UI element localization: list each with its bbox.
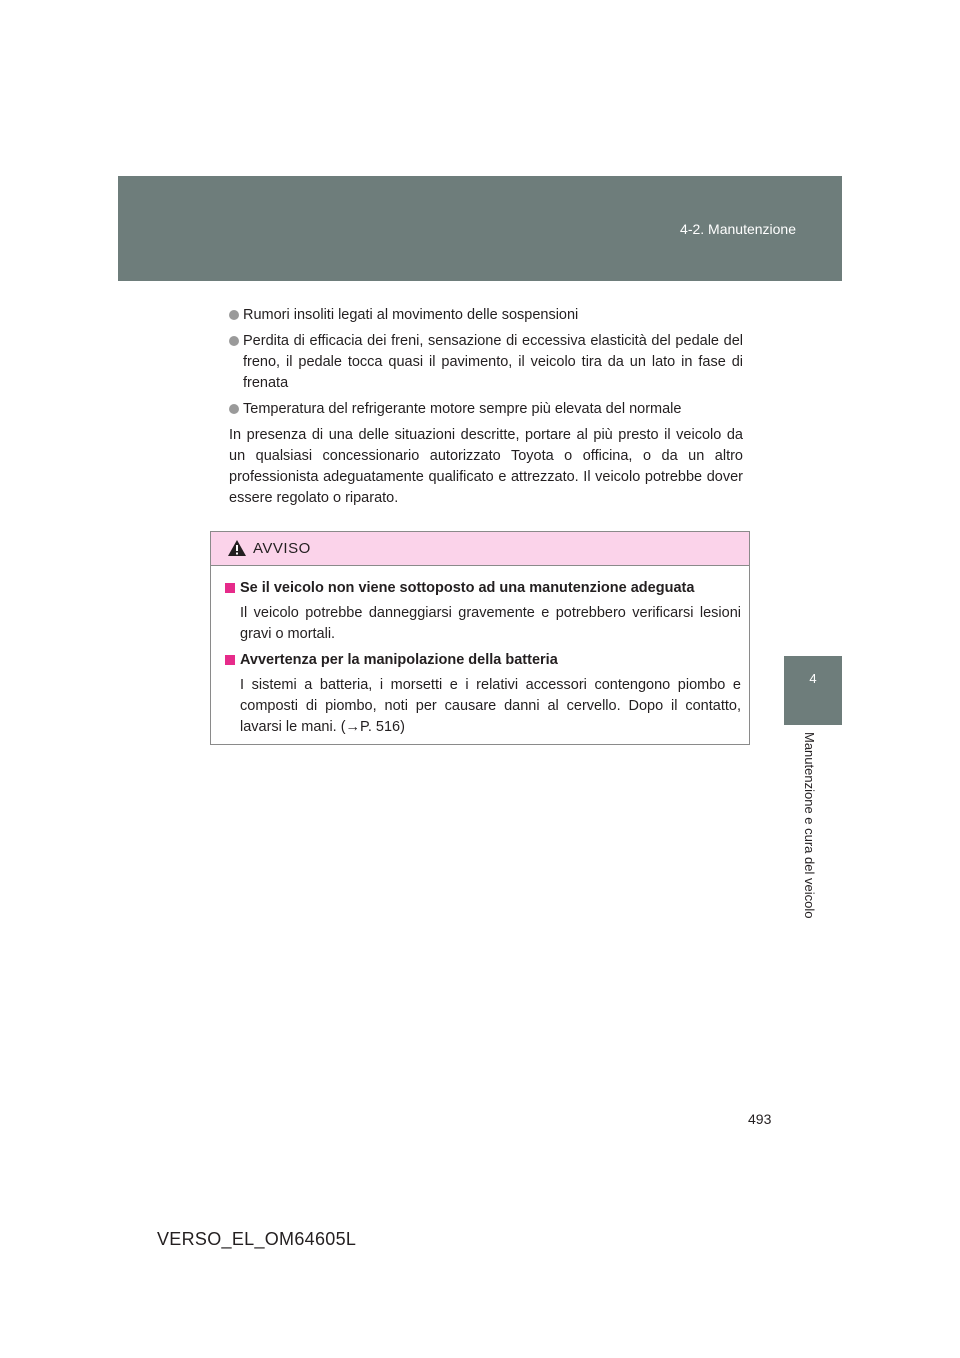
list-item xyxy=(229,305,743,326)
list-item xyxy=(229,399,743,420)
main-content xyxy=(229,305,743,509)
body-paragraph: In presenza di una delle situazioni descritte, portare al più presto il veicolo da un qualsiasi concessionario autorizzato Toyota o officina, o da un altro professionista adeguatamente qualificato e attrezzato. Il veicolo potrebbe dover essere regolato o riparato. xyxy=(229,427,743,506)
warning-body xyxy=(211,566,749,738)
bullet-icon xyxy=(229,310,239,320)
warning-item-heading: Avvertenza per la manipolazione della batteria xyxy=(225,650,741,671)
list-item-text: Temperatura del refrigerante motore sempre più elevata del normale xyxy=(243,401,682,417)
square-bullet-icon xyxy=(225,655,235,665)
warning-item-text: I sistemi a batteria, i morsetti e i relativi accessori contengono piombo e composti di piombo, noti per causare danni al cervello. Dopo il contatto, lavarsi le mani. (→P. 516) xyxy=(240,677,741,735)
section-title: 4-2. Manutenzione xyxy=(680,221,796,237)
bullet-icon xyxy=(229,404,239,414)
warning-box xyxy=(210,531,750,745)
bullet-icon xyxy=(229,336,239,346)
chapter-label xyxy=(801,732,817,942)
chapter-title: Manutenzione e cura del veicolo xyxy=(802,732,817,919)
warning-triangle-icon xyxy=(227,539,247,557)
square-bullet-icon xyxy=(225,583,235,593)
warning-title: AVVISO xyxy=(253,540,311,557)
chapter-number: 4 xyxy=(809,671,817,686)
list-item-text: Perdita di efficacia dei freni, sensazione di eccessiva elasticità del pedale del freno, il pedale tocca quasi il pavimento, il veicolo tira da un lato in fase di frenata xyxy=(243,333,743,391)
chapter-tab xyxy=(784,656,842,725)
warning-item-heading: Se il veicolo non viene sottoposto ad una manutenzione adeguata xyxy=(225,578,741,599)
list-item xyxy=(229,331,743,394)
list-item-text: Rumori insoliti legati al movimento delle sospensioni xyxy=(243,307,579,323)
warning-item-text: Il veicolo potrebbe danneggiarsi gravemente e potrebbero verificarsi lesioni gravi o mortali. xyxy=(240,605,741,642)
page-number: 493 xyxy=(748,1111,772,1127)
warning-header xyxy=(211,532,749,566)
header-band xyxy=(118,176,842,281)
document-code: VERSO_EL_OM64605L xyxy=(157,1229,357,1249)
